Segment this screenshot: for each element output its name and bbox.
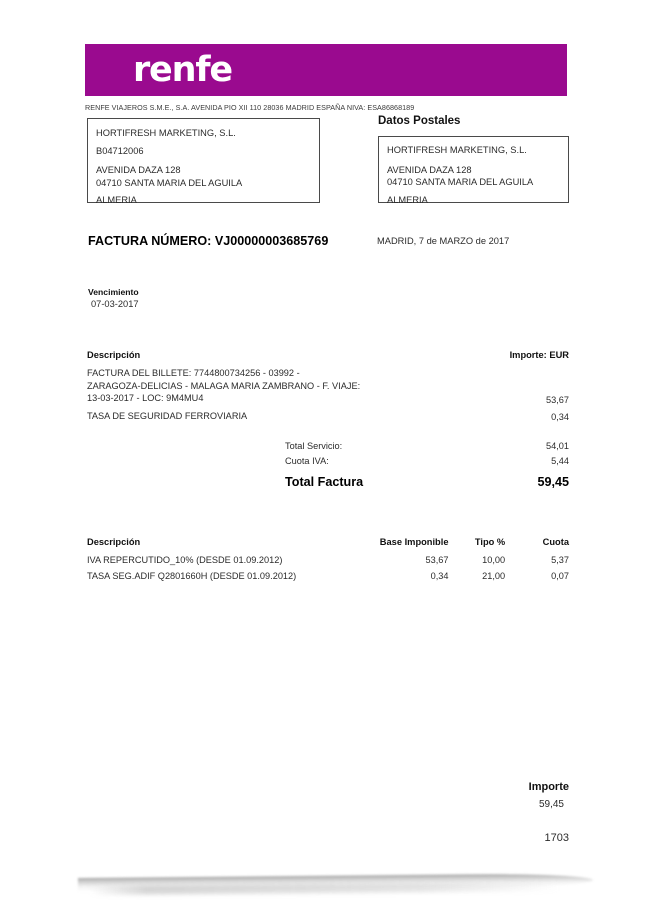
item-description — [87, 367, 483, 405]
postal-company: HORTIFRESH MARKETING, S.L. — [387, 145, 527, 155]
tax-base: 0,34 — [430, 571, 449, 581]
tax-base: 53,67 — [425, 555, 449, 565]
table-row — [87, 555, 569, 571]
invoice-number: FACTURA NÚMERO: VJ00000003685769 — [88, 234, 329, 248]
item-description-line: 13-03-2017 - LOC: 9M4MU4 — [87, 393, 204, 404]
footer-amount-label: Importe — [528, 781, 569, 793]
item-amount: 0,34 — [551, 412, 569, 423]
due-date-value: 07-03-2017 — [91, 299, 139, 309]
vat-quota-row — [285, 456, 569, 471]
table-row — [87, 367, 569, 405]
tax-header-base: Base Imponible — [379, 537, 449, 547]
table-header-row — [87, 537, 569, 555]
grand-total-label: Total Factura — [285, 475, 364, 489]
items-header-description: Descripción — [87, 350, 141, 360]
tax-header-rate: Tipo % — [474, 537, 506, 547]
total-service-label: Total Servicio: — [285, 441, 343, 451]
renfe-logo: renfe — [133, 50, 232, 90]
billing-province: ALMERIA — [96, 195, 137, 205]
tax-header-description: Descripción — [87, 537, 141, 547]
due-date-label: Vencimiento — [88, 287, 139, 297]
postal-province: ALMERIA — [387, 194, 428, 205]
billing-company: HORTIFRESH MARKETING, S.L. — [96, 128, 236, 138]
billing-address-box — [87, 118, 320, 203]
tax-quota: 0,07 — [551, 571, 569, 581]
tax-header-quota: Cuota — [542, 537, 569, 547]
grand-total-value: 59,45 — [537, 475, 569, 489]
items-header-amount: Importe: EUR — [509, 350, 569, 360]
item-description-line: ZARAGOZA-DELICIAS - MALAGA MARIA ZAMBRANO - F. VIAJE: — [87, 380, 361, 391]
spacer — [96, 157, 319, 164]
company-legal-line: RENFE VIAJEROS S.M.E., S.A. AVENIDA PIO XII 110 28036 MADRID ESPAÑA NIVA: ESA86868189 — [85, 103, 415, 112]
postal-address-box — [378, 136, 569, 203]
postal-street: AVENIDA DAZA 128 — [387, 164, 472, 175]
vat-quota-value: 5,44 — [551, 456, 569, 466]
postal-city-line: 04710 SANTA MARIA DEL AGUILA — [387, 177, 534, 187]
renfe-brand-banner — [85, 44, 567, 96]
grand-total-row — [285, 471, 569, 494]
item-description: TASA DE SEGURIDAD FERROVIARIA — [87, 410, 248, 421]
postal-data-heading: Datos Postales — [378, 115, 461, 127]
tax-description: TASA SEG.ADIF Q2801660H (DESDE 01.09.2012) — [87, 571, 297, 581]
item-amount: 53,67 — [546, 394, 569, 405]
totals-block — [285, 441, 569, 494]
tax-quota: 5,37 — [551, 555, 569, 565]
tax-breakdown-table — [87, 537, 569, 587]
spacer — [387, 157, 568, 164]
tax-description: IVA REPERCUTIDO_10% (DESDE 01.09.2012) — [87, 555, 283, 565]
vat-quota-label: Cuota IVA: — [285, 456, 329, 466]
footer-page-code: 1703 — [544, 832, 569, 844]
footer-amount-value: 59,45 — [538, 799, 564, 810]
total-service-value: 54,01 — [546, 441, 569, 451]
tax-rate: 10,00 — [482, 555, 506, 565]
billing-city-line: 04710 SANTA MARIA DEL AGUILA — [96, 177, 243, 188]
item-description-line: FACTURA DEL BILLETE: 7744800734256 - 03992 - — [87, 368, 300, 378]
total-service-row — [285, 441, 569, 456]
invoice-place-date: MADRID, 7 de MARZO de 2017 — [377, 236, 510, 246]
table-row — [87, 405, 569, 423]
table-header-row — [87, 350, 569, 367]
tax-rate: 21,00 — [482, 571, 506, 581]
billing-street: AVENIDA DAZA 128 — [96, 165, 181, 175]
billing-tax-id: B04712006 — [96, 145, 144, 156]
table-row — [87, 571, 569, 587]
line-items-table — [87, 350, 569, 422]
